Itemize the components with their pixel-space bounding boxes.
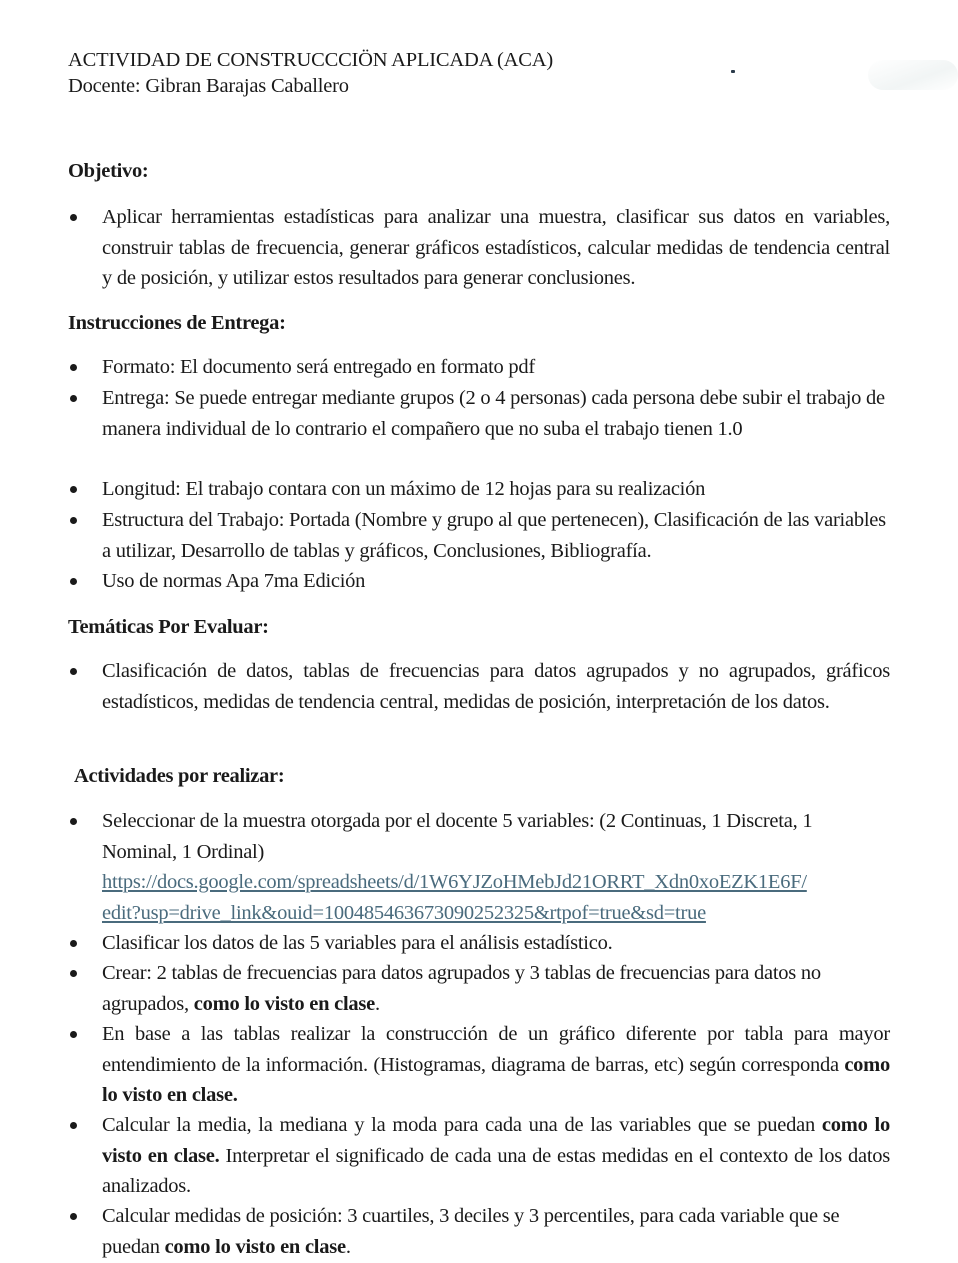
- tematicas-heading: Temáticas Por Evaluar:: [68, 616, 269, 638]
- item-emphasis: como lo visto en clase: [164, 1235, 346, 1258]
- scan-speck: [731, 70, 735, 73]
- actividades-heading: Actividades por realizar:: [74, 765, 285, 787]
- variables-instruction: Seleccionar de la muestra otorgada por el docente 5 variables: (2 Continuas, 1 Discreta, 1 Nominal, 1 Ordinal): [102, 810, 813, 863]
- bullet-icon: [70, 214, 77, 221]
- actividades-item-text: Clasificar los datos de las 5 variables para el análisis estadístico.: [102, 932, 613, 954]
- bullet-icon: [70, 364, 77, 371]
- item-emphasis: como lo visto en clase.: [102, 1053, 890, 1106]
- tematicas-item-text: Clasificación de datos, tablas de frecuencias para datos agrupados y no agrupados, gráficos estadísticos, medidas de tendencia central, medidas de posición, interpretación de los datos.: [102, 660, 890, 713]
- bullet-icon: [70, 486, 77, 493]
- bullet-icon: [70, 668, 77, 675]
- actividades-item-text: [102, 1201, 890, 1262]
- item-text: Crear: 2 tablas de frecuencias para datos agrupados y 3 tablas de frecuencias para datos no agrupados,: [102, 962, 821, 1015]
- item-text: En base a las tablas realizar la construcción de un gráfico diferente por tabla para mayor entendimiento de la información. (Histogramas, diagrama de barras, etc) según corresponda: [102, 1023, 890, 1076]
- instrucciones-item-text: Longitud: El trabajo contara con un máximo de 12 hojas para su realización: [102, 478, 706, 500]
- bullet-icon: [70, 578, 77, 585]
- item-emphasis: como lo visto en clase: [193, 992, 376, 1015]
- item-text: Calcular la media, la mediana y la moda para cada una de las variables que se puedan: [102, 1114, 822, 1136]
- instrucciones-heading: Instrucciones de Entrega:: [68, 312, 286, 334]
- teacher-name: Docente: Gibran Barajas Caballero: [68, 75, 349, 97]
- document-title: ACTIVIDAD DE CONSTRUCCCIÖN APLICADA (ACA): [68, 49, 553, 71]
- instrucciones-item-text: Estructura del Trabajo: Portada (Nombre y grupo al que pertenecen), Clasificación de las variables a utilizar, Desarrollo de tablas y gráficos, Conclusiones, Bibliografía.: [102, 509, 886, 562]
- instrucciones-item-text: Uso de normas Apa 7ma Edición: [102, 570, 366, 592]
- item-text: Calcular medidas de posición: 3 cuartiles, 3 deciles y 3 percentiles, para cada variable que se puedan: [102, 1205, 840, 1258]
- spreadsheet-link-line1[interactable]: https://docs.google.com/spreadsheets/d/1W6YJZoHMebJd21ORRT_Xdn0xoEZK1E6F/: [102, 871, 807, 893]
- scan-smudge: [868, 60, 958, 90]
- bullet-icon: [70, 940, 77, 947]
- bullet-icon: [70, 1031, 77, 1038]
- bullet-icon: [70, 1213, 77, 1220]
- item-text-end: .: [375, 992, 380, 1015]
- actividades-item-text: [102, 958, 890, 1019]
- item-emphasis: como lo visto en clase.: [102, 1114, 890, 1167]
- objetivo-item-text: Aplicar herramientas estadísticas para analizar una muestra, clasificar sus datos en variables, construir tablas de frecuencia, generar gráficos estadísticos, calcular medidas de tendencia central y de posición, y utilizar estos resultados para generar conclusiones.: [102, 206, 890, 289]
- bullet-icon: [70, 1122, 77, 1129]
- actividades-item-text: [102, 1019, 890, 1111]
- instrucciones-item-text: Entrega: Se puede entregar mediante grupos (2 o 4 personas) cada persona debe subir el trabajo de manera individual de lo contrario el compañero que no suba el trabajo tienen 1.0: [102, 387, 885, 440]
- bullet-icon: [70, 395, 77, 402]
- spreadsheet-link-line2[interactable]: edit?usp=drive_link&ouid=100485463673090252325&rtpof=true&sd=true: [102, 901, 706, 924]
- actividades-item-text: [102, 1110, 890, 1202]
- bullet-icon: [70, 517, 77, 524]
- item-text-end: .: [345, 1235, 351, 1258]
- item-text-end: Interpretar el significado de cada una de estas medidas en el contexto de los datos analizados.: [102, 1144, 890, 1197]
- bullet-icon: [70, 970, 77, 977]
- objetivo-heading: Objetivo:: [68, 160, 149, 182]
- bullet-icon: [70, 818, 77, 825]
- instrucciones-item-text: Formato: El documento será entregado en formato pdf: [102, 356, 535, 378]
- actividades-item-text: [102, 806, 890, 928]
